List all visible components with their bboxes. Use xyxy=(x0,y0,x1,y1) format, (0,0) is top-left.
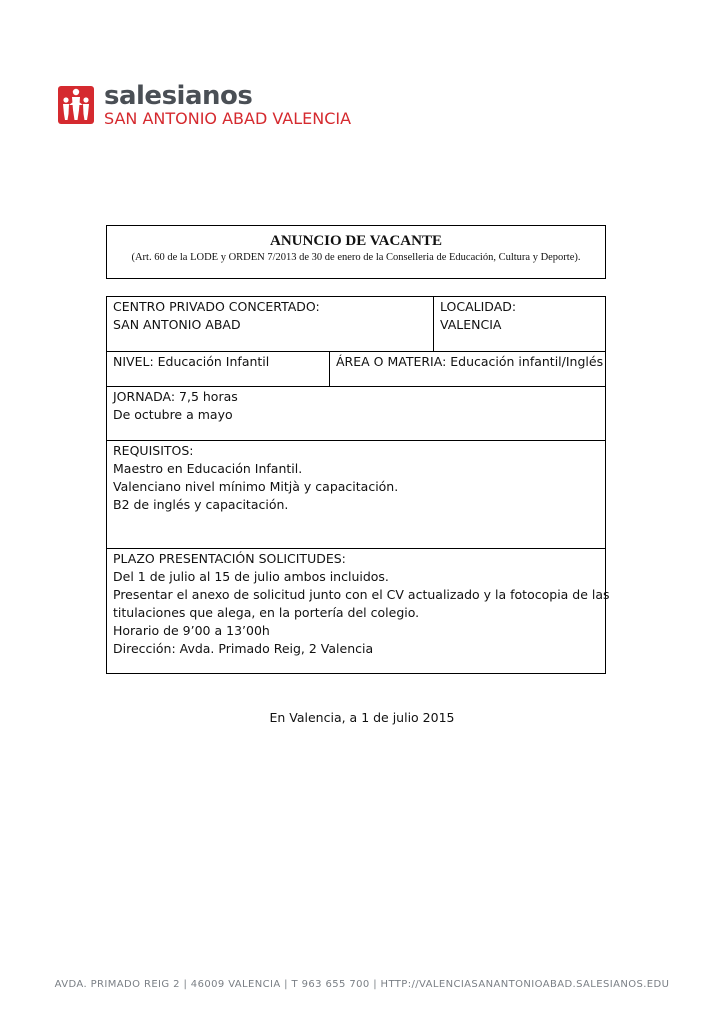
plazo-line: PLAZO PRESENTACIÓN SOLICITUDES: xyxy=(113,551,346,566)
requisitos-cell xyxy=(106,440,606,549)
jornada-line: JORNADA: 7,5 horas xyxy=(113,389,238,404)
requisitos-line: B2 de inglés y capacitación. xyxy=(113,497,289,512)
plazo-line: titulaciones que alega, en la portería del colegio. xyxy=(113,605,420,620)
closing-date: En Valencia, a 1 de julio 2015 xyxy=(269,710,455,725)
localidad-label: LOCALIDAD: xyxy=(440,299,517,314)
plazo-line: Dirección: Avda. Primado Reig, 2 Valencia xyxy=(113,641,374,656)
nivel-cell xyxy=(106,351,330,387)
centro-cell xyxy=(106,296,434,352)
announcement-legal-reference: (Art. 60 de la LODE y ORDEN 7/2013 de 30 de enero de la Conselleria de Educación, Cultura y Deporte). xyxy=(131,252,581,263)
plazo-line: Horario de 9’00 a 13’00h xyxy=(113,623,270,638)
plazo-cell xyxy=(106,548,610,674)
localidad-cell xyxy=(433,296,606,352)
requisitos-line: Valenciano nivel mínimo Mitjà y capacitación. xyxy=(113,479,399,494)
announcement-title: ANUNCIO DE VACANTE xyxy=(270,233,442,249)
jornada-cell xyxy=(106,386,606,441)
centro-value: SAN ANTONIO ABAD xyxy=(113,317,241,332)
logo-name: salesianos xyxy=(104,81,253,111)
announcement-heading xyxy=(106,225,606,279)
plazo-line: Presentar el anexo de solicitud junto con el CV actualizado y la fotocopia de las xyxy=(113,587,610,602)
area-cell xyxy=(329,351,606,387)
centro-label: CENTRO PRIVADO CONCERTADO: xyxy=(113,299,320,314)
area-text: ÁREA O MATERIA: Educación infantil/Inglés xyxy=(336,354,604,369)
requisitos-line: Maestro en Educación Infantil. xyxy=(113,461,303,476)
school-logo xyxy=(58,82,358,132)
nivel-text: NIVEL: Educación Infantil xyxy=(113,354,270,369)
salesianos-figures-icon xyxy=(58,86,94,124)
plazo-line: Del 1 de julio al 15 de julio ambos incluidos. xyxy=(113,569,389,584)
localidad-value: VALENCIA xyxy=(440,317,502,332)
logo-subtitle: SAN ANTONIO ABAD VALENCIA xyxy=(104,109,352,128)
jornada-line: De octubre a mayo xyxy=(113,407,233,422)
footer-contact: AVDA. PRIMADO REIG 2 | 46009 VALENCIA | T 963 655 700 | HTTP://VALENCIASANANTONIOABAD.SALESIANOS.EDU xyxy=(54,979,670,990)
requisitos-line: REQUISITOS: xyxy=(113,443,194,458)
